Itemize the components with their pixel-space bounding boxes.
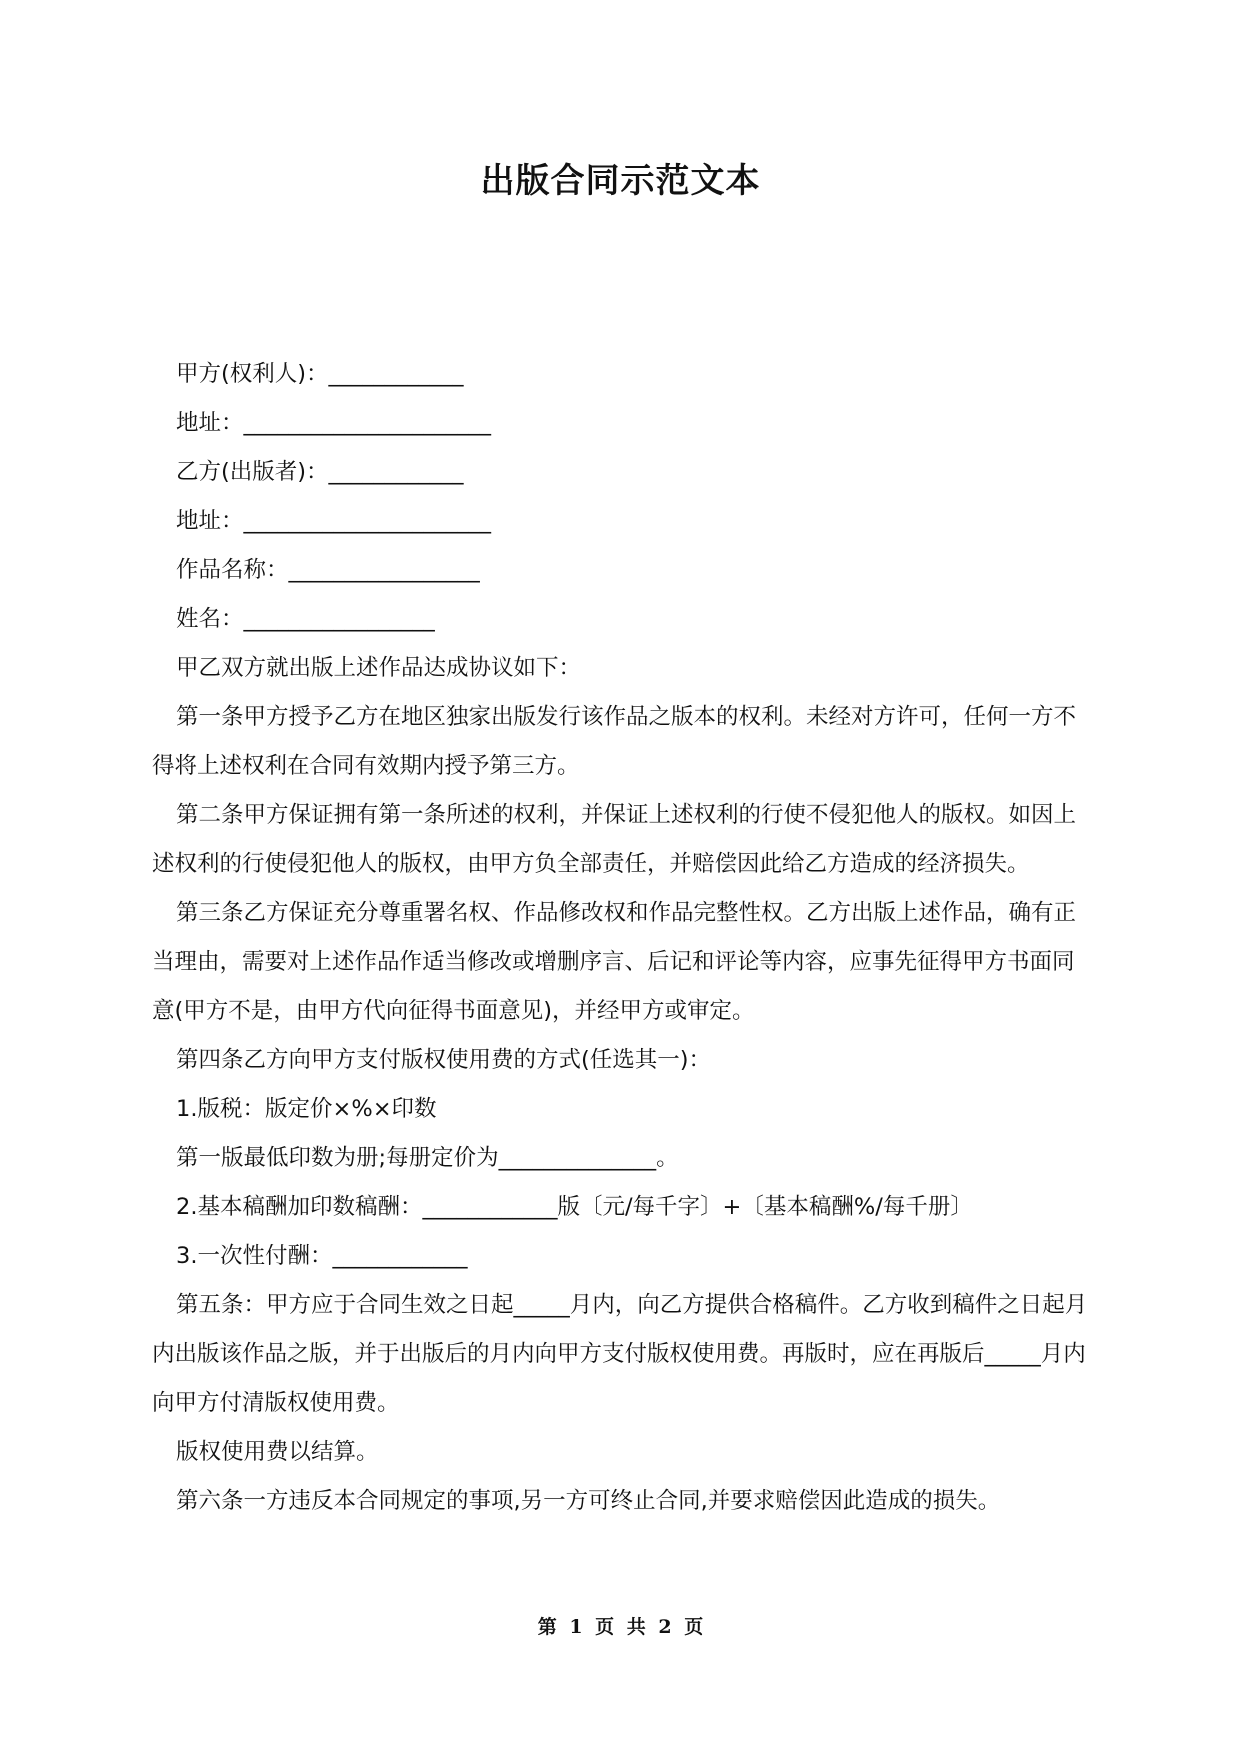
article-4: 第四条乙方向甲方支付版权使用费的方式(任选其一)： bbox=[176, 1047, 712, 1073]
document-body bbox=[152, 350, 1090, 1526]
first-edition-line: 第一版最低印数为册;每册定价为______________。 bbox=[176, 1145, 679, 1171]
document-title: 出版合同示范文本 bbox=[480, 161, 761, 201]
party-a-line: 甲方(权利人)：____________ bbox=[176, 361, 464, 387]
author-name-line: 姓名：_________________ bbox=[176, 606, 435, 632]
article-6: 第六条一方违反本合同规定的事项,另一方可终止合同,并要求赔偿因此造成的损失。 bbox=[176, 1488, 1001, 1514]
settlement-line: 版权使用费以结算。 bbox=[176, 1439, 379, 1465]
article-2: 第二条甲方保证拥有第一条所述的权利，并保证上述权利的行使不侵犯他人的版权。如因上述权利的行使侵犯他人的版权，由甲方负全部责任，并赔偿因此给乙方造成的经济损失。 bbox=[152, 802, 1077, 877]
article-3: 第三条乙方保证充分尊重署名权、作品修改权和作品完整性权。乙方出版上述作品，确有正当理由，需要对上述作品作适当修改或增删序言、后记和评论等内容，应事先征得甲方书面同意(甲方不是，由甲方代向征得书面意见)，并经甲方或审定。 bbox=[152, 900, 1077, 1024]
payment-option-1: 1.版税：版定价×%×印数 bbox=[176, 1096, 437, 1122]
page-number-footer: 第 1 页 共 2 页 bbox=[537, 1616, 704, 1638]
article-5: 第五条：甲方应于合同生效之日起_____月内，向乙方提供合格稿件。乙方收到稿件之日起月内出版该作品之版，并于出版后的月内向甲方支付版权使用费。再版时，应在再版后_____月内向甲方付清版权使用费。 bbox=[152, 1292, 1088, 1416]
party-a-address-line: 地址：______________________ bbox=[176, 410, 492, 436]
payment-option-3: 3.一次性付酬：____________ bbox=[176, 1243, 468, 1269]
payment-option-2: 2.基本稿酬加印数稿酬：____________版〔元/每千字〕+〔基本稿酬%/每千册〕 bbox=[176, 1194, 973, 1220]
party-b-line: 乙方(出版者)：____________ bbox=[176, 459, 464, 485]
article-1: 第一条甲方授予乙方在地区独家出版发行该作品之版本的权利。未经对方许可，任何一方不得将上述权利在合同有效期内授予第三方。 bbox=[152, 704, 1077, 779]
work-title-line: 作品名称：_________________ bbox=[176, 557, 480, 583]
party-b-address-line: 地址：______________________ bbox=[176, 508, 492, 534]
agreement-intro: 甲乙双方就出版上述作品达成协议如下： bbox=[176, 655, 582, 681]
